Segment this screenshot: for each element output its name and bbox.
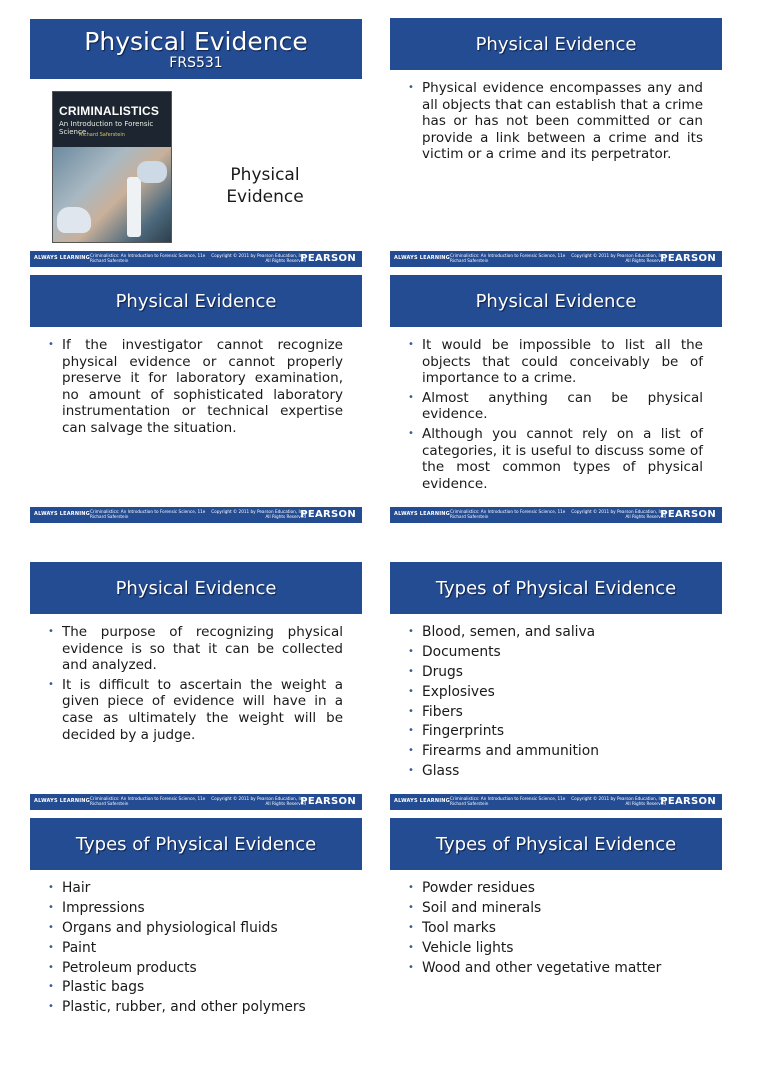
bullet-list xyxy=(408,80,703,166)
bullet-icon: • xyxy=(408,921,414,933)
bullet-icon: • xyxy=(48,901,54,913)
slide-footer xyxy=(390,251,722,267)
footer-tagline: ALWAYS LEARNING xyxy=(34,255,90,261)
bullet-icon: • xyxy=(48,339,54,350)
bullet-list xyxy=(48,880,343,1019)
list-item: • Blood, semen, and saliva xyxy=(408,624,596,640)
slide-5 xyxy=(30,562,362,812)
list-item: • Plastic bags xyxy=(48,979,145,996)
book-cover-image xyxy=(52,91,172,243)
slide-title-bar xyxy=(390,562,722,614)
bullet-icon: • xyxy=(408,725,414,737)
slide-title: Physical Evidence xyxy=(84,26,308,56)
slide-6 xyxy=(390,562,722,812)
slide-title: Physical Evidence xyxy=(475,290,637,312)
footer-tagline: ALWAYS LEARNING xyxy=(34,511,90,517)
list-item: • Soil and minerals xyxy=(408,899,542,916)
slide-footer xyxy=(390,794,722,810)
slide-title: Physical Evidence xyxy=(115,577,277,599)
footer-tagline: ALWAYS LEARNING xyxy=(394,255,450,261)
list-item: • If the investigator cannot recognize physical evidence or cannot properly preserve it for laboratory examination, no amount of sophisticated laboratory instrumentation or technical expertise can salvage the situation. xyxy=(48,337,343,436)
slide-title: Types of Physical Evidence xyxy=(435,577,677,599)
glove-shape xyxy=(57,207,91,233)
slide-title: Types of Physical Evidence xyxy=(75,833,317,855)
bullet-icon: • xyxy=(48,1001,54,1013)
bullet-icon: • xyxy=(408,882,414,893)
footer-book-credit: Criminalistics: An Introduction to Forensic Science, 11e Richard Saferstein xyxy=(450,509,566,519)
footer-tagline: ALWAYS LEARNING xyxy=(394,511,450,517)
list-item: • Petroleum products xyxy=(48,959,197,976)
footer-copyright: Copyright © 2011 by Pearson Education, Inc. All Rights Reserved xyxy=(571,509,666,519)
list-item: • Paint xyxy=(48,939,97,956)
slide-1 xyxy=(30,18,362,268)
slide-title: Physical Evidence xyxy=(115,290,277,312)
bullet-icon: • xyxy=(48,921,54,933)
footer-copyright: Copyright © 2011 by Pearson Education, Inc. All Rights Reserved xyxy=(211,509,306,519)
list-item: • Fingerprints xyxy=(408,723,505,740)
publisher-logo: PEARSON xyxy=(660,796,716,807)
glove-shape xyxy=(137,161,167,183)
publisher-logo: PEARSON xyxy=(300,796,356,807)
publisher-logo: PEARSON xyxy=(300,253,356,264)
publisher-logo: PEARSON xyxy=(660,509,716,520)
slide-footer xyxy=(390,507,722,523)
book-subtitle: An Introduction to Forensic Science xyxy=(59,120,154,136)
slide-footer xyxy=(30,507,362,523)
bullet-icon: • xyxy=(408,745,414,757)
footer-book-credit: Criminalistics: An Introduction to Forensic Science, 11e Richard Saferstein xyxy=(450,796,566,806)
list-item: • Almost anything can be physical evidence. xyxy=(408,389,703,423)
bullet-icon: • xyxy=(408,82,414,93)
list-item: • It is difficult to ascertain the weight a given piece of evidence will have in a case as ultimately the weight will be decided by a judge. xyxy=(48,676,343,743)
slide-2 xyxy=(390,18,722,268)
bullet-icon: • xyxy=(408,901,414,913)
list-item: • Powder residues xyxy=(408,880,535,896)
publisher-logo: PEARSON xyxy=(660,253,716,264)
slide-title-bar xyxy=(390,818,722,870)
slide-footer xyxy=(30,251,362,267)
list-item: • Glass xyxy=(408,763,460,780)
list-item: • Drugs xyxy=(408,663,463,680)
bullet-icon: • xyxy=(48,981,54,993)
publisher-logo: PEARSON xyxy=(300,509,356,520)
bullet-icon: • xyxy=(408,685,414,697)
footer-tagline: ALWAYS LEARNING xyxy=(394,798,450,804)
bullet-list xyxy=(48,624,343,746)
bullet-icon: • xyxy=(408,427,414,439)
slide-title: Physical Evidence xyxy=(475,33,637,55)
slide-4 xyxy=(390,275,722,525)
list-item: • Explosives xyxy=(408,683,495,700)
bullet-list xyxy=(408,337,703,495)
footer-book-credit: Criminalistics: An Introduction to Forensic Science, 11e Richard Saferstein xyxy=(450,253,566,263)
list-item: • Documents xyxy=(408,643,501,660)
bullet-icon: • xyxy=(408,626,414,637)
bullet-icon: • xyxy=(48,626,54,637)
list-item: • Organs and physiological fluids xyxy=(48,919,278,936)
slide-8 xyxy=(390,818,722,1068)
slide-caption: Physical Evidence xyxy=(226,165,304,207)
footer-copyright: Copyright © 2011 by Pearson Education, Inc. All Rights Reserved xyxy=(211,796,306,806)
bullet-icon: • xyxy=(48,678,54,690)
bullet-icon: • xyxy=(408,961,414,973)
bullet-icon: • xyxy=(48,882,54,893)
list-item: • Although you cannot rely on a list of categories, it is useful to discuss some of the most common types of physical evidence. xyxy=(408,425,703,492)
list-item: • Tool marks xyxy=(408,919,496,936)
bullet-list xyxy=(48,337,343,440)
footer-book-credit: Criminalistics: An Introduction to Forensic Science, 11e Richard Saferstein xyxy=(90,509,206,519)
test-tube-shape xyxy=(127,177,141,237)
list-item: • The purpose of recognizing physical evidence is so that it can be collected and analyzed. xyxy=(48,624,343,674)
list-item: • Wood and other vegetative matter xyxy=(408,959,662,976)
list-item: • Vehicle lights xyxy=(408,939,514,956)
bullet-list xyxy=(408,880,703,979)
list-item: • Impressions xyxy=(48,899,145,916)
bullet-list xyxy=(408,624,703,783)
list-item: • Physical evidence encompasses any and all objects that can establish that a crime has or has not been committed or can provide a link between a crime and its victim or a crime and its perpetrator. xyxy=(408,80,703,163)
bullet-icon: • xyxy=(408,705,414,717)
slide-3 xyxy=(30,275,362,525)
bullet-icon: • xyxy=(408,765,414,777)
slide-footer xyxy=(30,794,362,810)
footer-tagline: ALWAYS LEARNING xyxy=(34,798,90,804)
bullet-icon: • xyxy=(408,339,414,350)
list-item: • Plastic, rubber, and other polymers xyxy=(48,999,306,1016)
slide-title-bar xyxy=(390,275,722,327)
footer-copyright: Copyright © 2011 by Pearson Education, Inc. All Rights Reserved xyxy=(211,253,306,263)
footer-book-credit: Criminalistics: An Introduction to Forensic Science, 11e Richard Saferstein xyxy=(90,796,206,806)
bullet-icon: • xyxy=(48,941,54,953)
bullet-icon: • xyxy=(408,665,414,677)
book-title: CRIMINALISTICS xyxy=(59,104,160,118)
list-item: • Fibers xyxy=(408,703,463,720)
bullet-icon: • xyxy=(48,961,54,973)
slide-title-bar xyxy=(30,818,362,870)
slide-title-bar xyxy=(30,19,362,79)
book-author: Richard Saferstein xyxy=(79,132,125,138)
course-code: FRS531 xyxy=(169,54,223,71)
footer-book-credit: Criminalistics: An Introduction to Forensic Science, 11e Richard Saferstein xyxy=(90,253,206,263)
bullet-icon: • xyxy=(408,645,414,657)
footer-copyright: Copyright © 2011 by Pearson Education, Inc. All Rights Reserved xyxy=(571,796,666,806)
slide-title-bar xyxy=(30,275,362,327)
list-item: • Hair xyxy=(48,880,91,896)
slide-title-bar xyxy=(390,18,722,70)
cover-photo xyxy=(53,147,171,242)
slide-title-bar xyxy=(30,562,362,614)
slide-7 xyxy=(30,818,362,1068)
footer-copyright: Copyright © 2011 by Pearson Education, Inc. All Rights Reserved xyxy=(571,253,666,263)
bullet-icon: • xyxy=(408,941,414,953)
list-item: • It would be impossible to list all the objects that could conceivably be of importance to a crime. xyxy=(408,337,703,387)
list-item: • Firearms and ammunition xyxy=(408,743,599,760)
bullet-icon: • xyxy=(408,391,414,403)
slide-title: Types of Physical Evidence xyxy=(435,833,677,855)
